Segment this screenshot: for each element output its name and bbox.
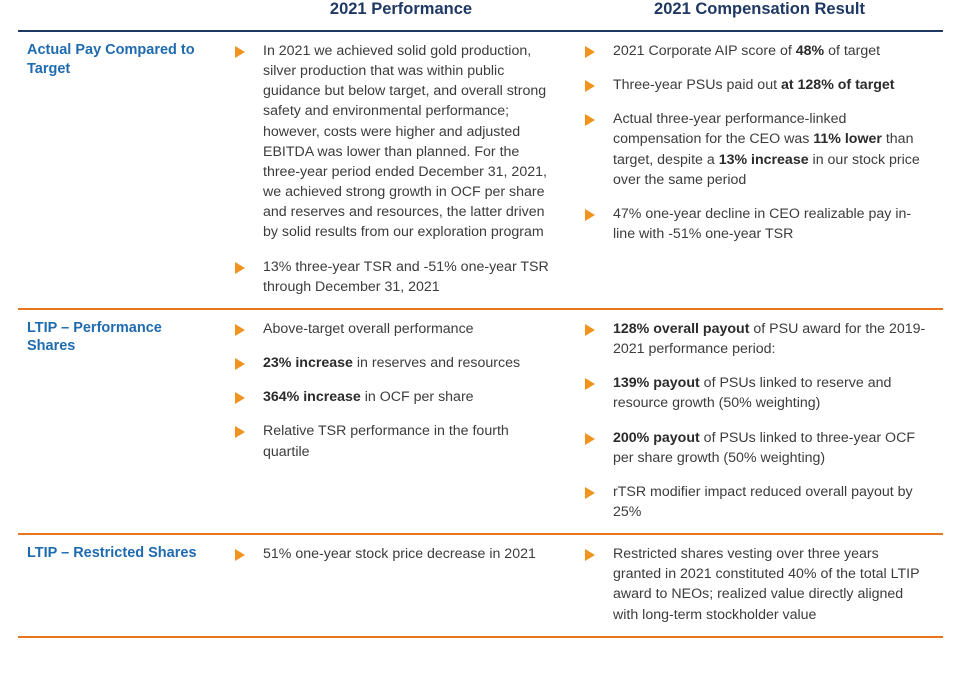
bullet-list: [576, 319, 929, 522]
bullet-text: 47% one-year decline in CEO realizable pay in-line with -51% one-year TSR: [613, 205, 912, 243]
bullet-text: 2021 Corporate AIP score of 48% of target: [613, 43, 881, 59]
table-row: [18, 534, 943, 637]
compensation-cell-ltip-restricted-shares: [576, 534, 943, 637]
bullet-item: [576, 482, 929, 522]
bullet-item: [576, 319, 929, 359]
triangle-bullet-icon: [235, 426, 245, 438]
row-label-ltip-performance-shares: LTIP – Performance Shares: [18, 309, 226, 534]
bullet-item: [226, 387, 554, 407]
table-header: [18, 0, 943, 31]
bullet-text: 13% three-year TSR and -51% one-year TSR through December 31, 2021: [263, 258, 549, 295]
triangle-bullet-icon: [585, 114, 595, 126]
triangle-bullet-icon: [585, 46, 595, 58]
bullet-text: 128% overall payout of PSU award for the 2019-2021 performance period:: [613, 320, 926, 358]
table-row: [18, 31, 943, 309]
triangle-bullet-icon: [585, 433, 595, 445]
bullet-text: 139% payout of PSUs linked to reserve and resource growth (50% weighting): [613, 375, 892, 412]
row-label-ltip-restricted-shares: LTIP – Restricted Shares: [18, 534, 226, 637]
bullet-item: [226, 41, 554, 243]
bullet-item: [576, 75, 929, 95]
table-body: [18, 31, 943, 637]
bullet-text: 23% increase in reserves and resources: [263, 355, 521, 372]
bullet-text: rTSR modifier impact reduced overall payout by 25%: [613, 483, 913, 520]
bullet-item: [226, 544, 554, 564]
bullet-list: [226, 319, 554, 462]
compensation-cell-actual-pay: [576, 31, 943, 309]
triangle-bullet-icon: [235, 46, 245, 58]
triangle-bullet-icon: [585, 324, 595, 336]
bullet-item: [576, 428, 929, 468]
bullet-item: [226, 257, 554, 297]
table-row: [18, 309, 943, 534]
triangle-bullet-icon: [585, 549, 595, 561]
bullet-text: Three-year PSUs paid out at 128% of target: [613, 77, 895, 94]
bullet-text: 364% increase in OCF per share: [263, 389, 474, 406]
bullet-text: Restricted shares vesting over three years granted in 2021 constituted 40% of the total LTIP award to NEOs; realized value directly aligned with long-term stockholder value: [613, 546, 920, 623]
pay-for-performance-table: [18, 0, 943, 638]
bullet-item: [576, 109, 929, 190]
performance-cell-ltip-restricted-shares: [226, 534, 576, 637]
header-blank: [18, 0, 226, 31]
bullet-list: [226, 544, 554, 564]
bullet-text: In 2021 we achieved solid gold production, silver production that was within public guidance but below target, and overall strong safety and environmental performance; however, costs were higher and adjusted EBITDA was lower than planned. For the three-year period ended December 31, 2021, we achieved strong growth in OCF per share and reserves and resources, the latter driven by solid results from our exploration program: [263, 43, 547, 241]
triangle-bullet-icon: [235, 549, 245, 561]
triangle-bullet-icon: [235, 324, 245, 336]
header-2021-compensation-result: 2021 Compensation Result: [654, 0, 865, 18]
performance-cell-actual-pay: [226, 31, 576, 309]
bullet-list: [576, 41, 929, 244]
bullet-item: [226, 353, 554, 373]
triangle-bullet-icon: [585, 378, 595, 390]
compensation-cell-ltip-performance-shares: [576, 309, 943, 534]
bullet-list: [576, 544, 929, 625]
bullet-text: 200% payout of PSUs linked to three-year OCF per share growth (50% weighting): [613, 429, 915, 466]
bullet-text: 51% one-year stock price decrease in 2021: [263, 546, 536, 563]
bullet-text: Actual three-year performance-linked compensation for the CEO was 11% lower than target, despite a 13% increase in our stock price over the same period: [613, 111, 920, 188]
bullet-item: [576, 373, 929, 413]
bullet-text: Above-target overall performance: [263, 320, 474, 337]
triangle-bullet-icon: [235, 392, 245, 404]
bullet-item: [576, 544, 929, 625]
bullet-item: [226, 319, 554, 339]
header-2021-performance: 2021 Performance: [329, 0, 473, 18]
triangle-bullet-icon: [585, 80, 595, 92]
triangle-bullet-icon: [585, 209, 595, 221]
performance-cell-ltip-performance-shares: [226, 309, 576, 534]
bullet-text: Relative TSR performance in the fourth quartile: [263, 423, 509, 460]
bullet-item: [576, 41, 929, 61]
triangle-bullet-icon: [235, 262, 245, 274]
bullet-item: [226, 421, 554, 461]
triangle-bullet-icon: [585, 487, 595, 499]
row-label-actual-pay: Actual Pay Compared to Target: [18, 31, 226, 309]
bullet-list: [226, 41, 554, 297]
bullet-item: [576, 204, 929, 244]
triangle-bullet-icon: [235, 358, 245, 370]
